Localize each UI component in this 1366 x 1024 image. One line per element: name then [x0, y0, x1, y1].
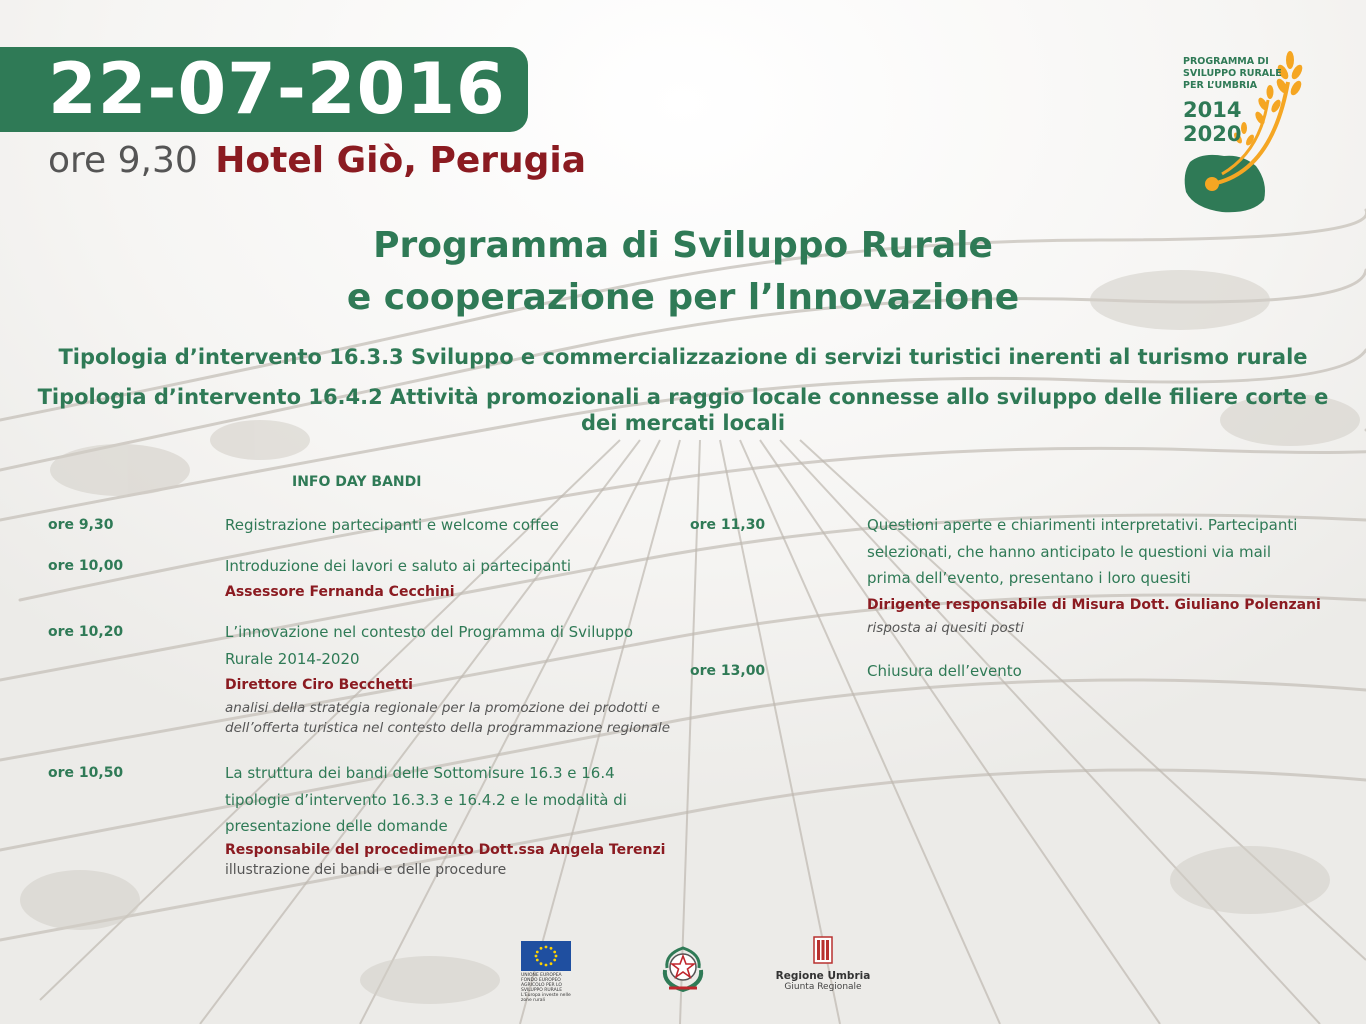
event-place: Hotel Giò, Perugia	[215, 140, 587, 181]
agenda-item-speaker: Dirigente responsabile di Misura Dott. Giuliano Polenzani	[867, 596, 1321, 613]
agenda-item	[690, 658, 1330, 685]
agenda-item	[48, 553, 678, 606]
italian-republic-emblem-icon	[659, 940, 707, 994]
regione-umbria-logo	[770, 936, 876, 996]
logo-line-3: PER L’UMBRIA	[1183, 80, 1258, 91]
logo-year-start: 2014	[1183, 98, 1242, 122]
logo-caption	[1183, 56, 1293, 92]
agenda-item	[48, 512, 678, 539]
region-name: Regione Umbria	[775, 970, 871, 982]
agenda-item-note: illustrazione dei bandi e delle procedure	[225, 861, 507, 878]
title-line-2: e cooperazione per l’Innovazione	[346, 277, 1020, 318]
region-subtitle: Giunta Regionale	[784, 982, 862, 992]
agenda-item-note: analisi della strategia regionale per la promozione dei prodotti e dell’offerta turistica nel contesto della programmazione regionale	[225, 700, 671, 736]
agenda-item-time: ore 11,30	[690, 517, 766, 533]
logo-line-1: PROGRAMMA DI	[1183, 56, 1269, 67]
agenda-item-speaker: Direttore Ciro Becchetti	[225, 677, 413, 693]
event-start-time: ore 9,30	[48, 140, 198, 181]
agenda-item	[48, 760, 678, 880]
subtitle-16-4-2: Tipologia d’intervento 16.4.2 Attività promozionali a raggio locale connesse allo sviluppo delle filiere corte e dei mercati locali	[37, 385, 1329, 435]
logo-years	[1183, 98, 1241, 146]
page-title	[0, 220, 1366, 324]
title-line-1: Programma di Sviluppo Rurale	[373, 225, 993, 266]
agenda-item-speaker: Assessore Fernanda Cecchini	[225, 584, 455, 600]
event-venue	[48, 138, 586, 184]
eu-caption: UNIONE EUROPEA FONDO EUROPEO AGRICOLO PER LO SVILUPPO RURALE L'Europa investe nelle zone rurali	[521, 973, 571, 1003]
agenda-item-desc: La struttura dei bandi delle Sottomisure 16.3 e 16.4 tipologie d’intervento 16.3.3 e 16.4.2 e le modalità di presentazione delle domande	[225, 764, 627, 835]
agenda-label: INFO DAY BANDI	[292, 474, 422, 490]
agenda-item-time: ore 10,20	[48, 624, 124, 640]
agenda-item-note: risposta ai quesiti posti	[867, 619, 1024, 636]
agenda-item-desc: Registrazione partecipanti e welcome coffee	[225, 516, 559, 534]
agenda-item-time: ore 9,30	[48, 517, 114, 533]
event-date: 22-07-2016	[48, 48, 506, 130]
eu-flag-icon	[521, 941, 571, 971]
agenda-item	[48, 619, 678, 738]
agenda-left-column	[48, 512, 678, 880]
logo-year-end: 2020	[1183, 122, 1242, 146]
agenda-item-desc: L’innovazione nel contesto del Programma di Sviluppo Rurale 2014-2020	[225, 623, 634, 668]
agenda-item-desc: Introduzione dei lavori e saluto ai partecipanti	[225, 556, 572, 575]
agenda-item-speaker: Responsabile del procedimento Dott.ssa Angela Terenzi	[225, 841, 666, 858]
agenda-item-desc: Questioni aperte e chiarimenti interpretativi. Partecipanti selezionati, che hanno anticipato le questioni via mail prima dell’evento, presentano i loro quesiti	[867, 516, 1298, 587]
agenda-item	[690, 512, 1330, 638]
logo-line-2: SVILUPPO RURALE	[1183, 68, 1282, 79]
agenda-right-column	[690, 512, 1330, 684]
agenda-item-time: ore 10,50	[48, 765, 124, 781]
agenda-item-desc: Chiusura dell’evento	[867, 661, 1022, 680]
agenda-item-time: ore 10,00	[48, 557, 124, 574]
subtitle-16-3-3: Tipologia d’intervento 16.3.3 Sviluppo e commercializzazione di servizi turistici inerenti al turismo rurale	[58, 345, 1308, 369]
regione-umbria-emblem-icon	[813, 936, 833, 964]
eu-logo	[521, 941, 571, 1003]
agenda-item-time: ore 13,00	[690, 662, 766, 679]
